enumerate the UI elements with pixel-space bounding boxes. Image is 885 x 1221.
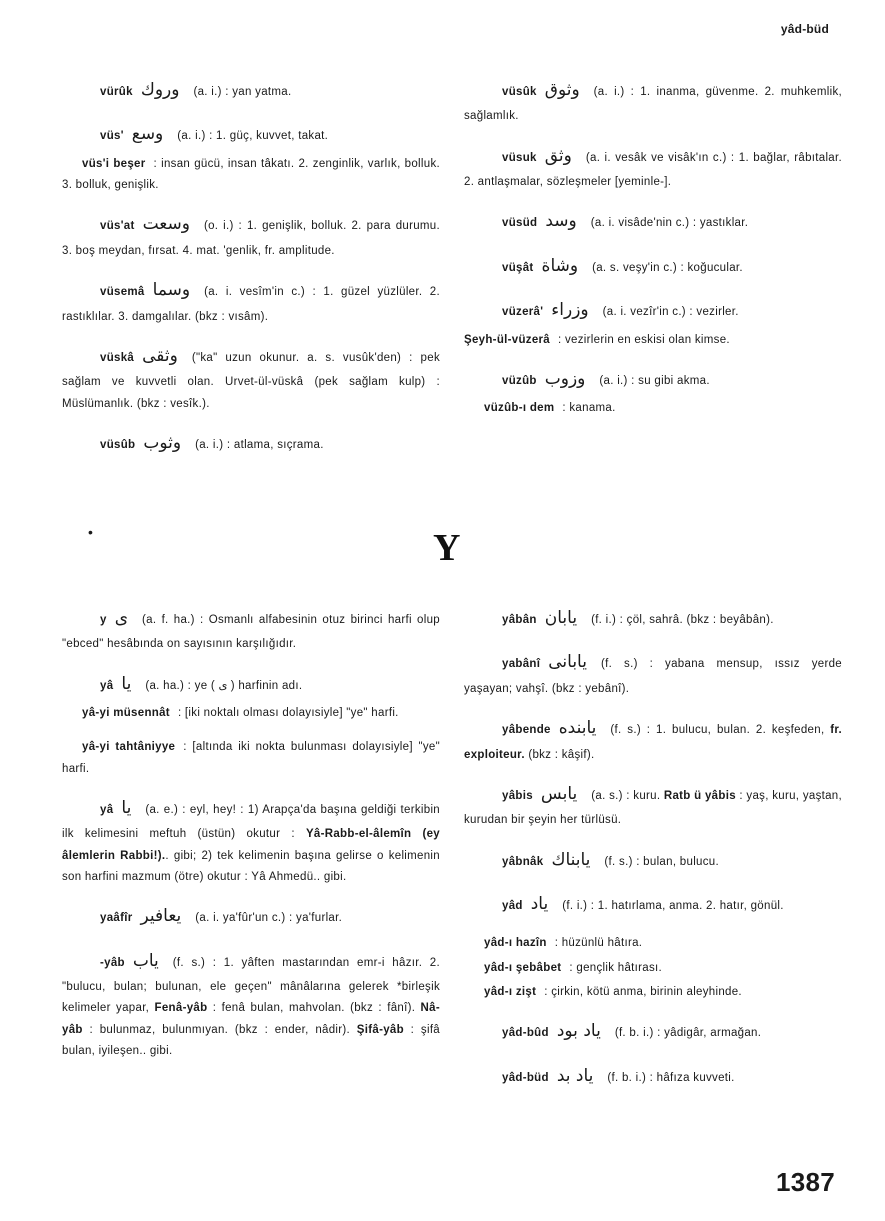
dictionary-entry <box>464 364 842 395</box>
dictionary-entry <box>464 713 842 766</box>
column-lower-right <box>464 603 842 1105</box>
dictionary-entry <box>62 119 440 150</box>
dictionary-entry <box>464 75 842 128</box>
headword: yaâfîr <box>100 912 133 925</box>
definition: : vezirlerin en eskisi olan kimse. <box>558 333 730 346</box>
headword: Şeyh-ül-vüzerâ <box>464 333 551 346</box>
definition: : yaş, kuru, yaştan, kurudan bir şeyin her türlüsü. <box>464 789 842 827</box>
definition: (f. i.) : çöl, sahrâ. (bkz : beyâbân). <box>591 614 774 626</box>
dictionary-entry <box>464 398 842 419</box>
definition: (f. b. i.) : hâfıza kuvveti. <box>607 1071 735 1084</box>
dictionary-entry <box>464 603 842 634</box>
arabic-script: ياد بود <box>556 1021 601 1042</box>
arabic-script: يا <box>121 673 132 694</box>
headword: yâbân <box>502 614 537 626</box>
headword: vüs'at <box>100 220 135 233</box>
dictionary-entry <box>62 901 440 932</box>
dictionary-entry <box>464 330 842 351</box>
column-lower-left <box>62 603 440 1075</box>
arabic-script: وسع <box>131 124 164 145</box>
definition: (bkz : kâşif). <box>528 748 595 761</box>
dictionary-entry <box>62 946 440 1063</box>
arabic-script: وروك <box>140 80 180 100</box>
arabic-script: وزوب <box>544 368 586 389</box>
dictionary-entry <box>464 141 842 194</box>
headword: yâ <box>100 803 114 816</box>
definition: : hüzünlü hâtıra. <box>554 937 643 950</box>
dictionary-entry <box>464 845 842 876</box>
dictionary-entry <box>464 779 842 832</box>
dictionary-entry <box>62 275 440 328</box>
definition: : çirkin, kötü anma, birinin aleyhinde. <box>544 985 742 998</box>
arabic-script: يابناك <box>551 849 591 870</box>
column-upper-left <box>62 75 440 472</box>
headword: yâd-ı zişt <box>484 985 537 998</box>
arabic-script: يا <box>121 797 132 818</box>
dictionary-entry <box>62 793 440 888</box>
arabic-script: يعافير <box>140 906 182 927</box>
definition: (f. b. i.) : yâdigâr, armağan. <box>614 1027 762 1040</box>
headword: vüsemâ <box>100 286 145 299</box>
definition: (a. i. vezîr'in c.) : vezirler. <box>602 306 739 319</box>
dictionary-entry <box>464 982 842 1003</box>
dictionary-entry <box>464 295 842 326</box>
headword: yâd-ı şebâbet <box>484 961 562 974</box>
dictionary-entry <box>464 251 842 282</box>
definition: (o. i.) : 1. genişlik, bolluk. 2. para durumu. 3. boş meydan, fırsat. 4. mat. 'genlik, fr. amplitude. <box>62 220 440 257</box>
definition: (a. i.) : 1. güç, kuvvet, takat. <box>177 130 329 143</box>
definition: (f. s.) : bulan, bulucu. <box>604 855 719 868</box>
dictionary-entry <box>464 647 842 700</box>
headword: vüs' <box>100 130 124 143</box>
dictionary-entry <box>464 933 842 954</box>
arabic-script: ى <box>114 608 129 628</box>
column-upper-right <box>464 75 842 433</box>
example-word: Şifâ-yâb <box>356 1023 404 1036</box>
definition: (a. s.) : kuru. <box>591 789 661 802</box>
example-definition: : fenâ bulan, mahvolan. (bkz : fânî). <box>212 1002 416 1015</box>
arabic-script: وثوب <box>143 432 182 453</box>
headword: y <box>100 614 107 626</box>
definition: (a. i.) : atlama, sıçrama. <box>195 438 324 451</box>
definition: : gençlik hâtırası. <box>569 961 663 974</box>
dictionary-entry <box>62 703 440 724</box>
headword: yâ-yi tahtâniyye <box>82 741 176 754</box>
headword: yâ <box>100 679 114 692</box>
dictionary-entry <box>62 669 440 700</box>
definition: (a. e.) : eyl, hey! : 1) Arapça'da başına geldiği terkibin ilk kelimesini meftuh (üstün) okutur : <box>62 803 440 841</box>
definition: (a. i. vesîm'in c.) : 1. güzel yüzlüler. 2. rastıklılar. 3. damgalılar. (bkz : vısâm). <box>62 286 440 323</box>
dictionary-entry <box>62 428 440 459</box>
arabic-script: وسما <box>152 280 191 301</box>
definition: (f. i.) : 1. hatırlama, anma. 2. hatır, gönül. <box>562 899 784 912</box>
headword: yâ-yi müsennât <box>82 707 170 720</box>
definition: (a. i.) : 1. inanma, güvenme. 2. muhkemlik, sağlamlık. <box>464 86 842 123</box>
definition: ("ka" uzun okunur. a. s. vusûk'den) : pek sağlam ve kuvvetli olan. Urvet-ül-vüskâ (pek sağlam kulp) : Müslümanlık. (bkz : vesîk.). <box>62 351 440 410</box>
headword: vüzûb-ı dem <box>484 402 555 415</box>
headword: yâbende <box>502 724 551 737</box>
definition: (f. s.) : 1. yâften mastarından emr-i hâzır. 2. "bulucu, bulan; bulunan, ele geçen" mânâlarına gelerek *birleşik kelimeler yapar, <box>62 956 440 1015</box>
arabic-script: يابنده <box>558 718 597 739</box>
example-definition: : şifâ bulan, iyileşen.. gibi. <box>62 1023 441 1057</box>
dictionary-entry <box>464 206 842 237</box>
example-definition: : bulunmaz, bulunmıyan. (bkz : ender, nâdir). <box>89 1023 351 1036</box>
definition: (a. s. veşy'in c.) : koğucular. <box>592 261 743 274</box>
headword: vüsûb <box>100 438 136 451</box>
headword: vürûk <box>100 86 133 98</box>
dictionary-entry <box>464 889 842 920</box>
headword: yâd-bûd <box>502 1027 549 1040</box>
arabic-script: وزراء <box>551 300 589 321</box>
definition: : [altında iki nokta bulunması dolayısiyle] "ye" harfi. <box>62 741 440 775</box>
dictionary-entry <box>62 75 440 106</box>
definition: (f. s.) : yabana mensup, ıssız yerde yaşayan; vahşî. (bkz : yebânî). <box>464 658 842 695</box>
definition: (a. i.) : yan yatma. <box>193 86 292 98</box>
arabic-script: وسعت <box>142 214 190 235</box>
definition: (a. f. ha.) : Osmanlı alfabesinin otuz birinci harfi olup "ebced" hesâbında on sayısının karşılığıdır. <box>62 614 440 651</box>
headword: vüskâ <box>100 351 135 364</box>
french-equivalent: fr. exploiteur. <box>464 724 842 761</box>
dictionary-entry <box>62 737 440 780</box>
headword: yâbnâk <box>502 855 544 868</box>
definition: (a. ha.) : ye ( ى ) harfinin adı. <box>145 679 303 692</box>
headword: vüzerâ' <box>502 306 544 319</box>
dictionary-entry <box>464 1061 842 1092</box>
page-header: yâd-büd <box>780 22 829 36</box>
arabic-script: ياب <box>132 950 159 971</box>
definition: : insan gücü, insan tâkatı. 2. zenginlik, varlık, bolluk. 3. bolluk, genişlik. <box>62 157 440 192</box>
example-phrase: Ratb ü yâbis <box>663 789 736 802</box>
definition: (a. i. vesâk ve visâk'ın c.) : 1. bağlar, râbıtalar. 2. antlaşmalar, sözleşmeler [yeminle-]. <box>464 151 842 189</box>
example-word: Fenâ-yâb <box>154 1002 208 1015</box>
dictionary-entry <box>62 603 440 656</box>
example-word: Nâ-yâb <box>62 1002 440 1036</box>
headword: yâd <box>502 899 523 912</box>
dictionary-entry <box>464 1016 842 1047</box>
arabic-script: وثوق <box>544 80 580 100</box>
dictionary-entry <box>62 341 440 415</box>
definition: (a. i. visâde'nin c.) : yastıklar. <box>590 217 749 230</box>
dictionary-entry <box>464 958 842 979</box>
headword: vüşât <box>502 261 534 274</box>
arabic-script: ياد <box>530 893 549 914</box>
definition: (f. s.) : 1. bulucu, bulan. 2. keşfeden, <box>610 724 825 737</box>
definition: (a. i.) : su gibi akma. <box>599 374 710 387</box>
definition: . gibi; 2) tek kelimenin başına gelirse o kelimenin son harfini mazmum (ötre) okutur : Yâ Ahmedü.. gibi. <box>62 849 440 883</box>
stray-mark: • <box>88 524 94 540</box>
definition: (a. i. ya'fûr'un c.) : ya'furlar. <box>195 912 343 925</box>
example-phrase: Yâ-Rabb-el-âlemîn (ey âlemlerin Rabbi!). <box>62 828 440 862</box>
arabic-script: وثق <box>544 145 572 166</box>
arabic-script: يابان <box>544 608 578 628</box>
headword: yâbis <box>502 789 533 802</box>
arabic-script: ياد بد <box>556 1065 594 1086</box>
headword: yâd-ı hazîn <box>484 937 547 950</box>
definition: : [iki noktalı olması dolayısiyle] "ye" harfi. <box>177 707 399 720</box>
arabic-script: وشاة <box>541 255 579 276</box>
headword: vüs'i beşer <box>82 157 146 170</box>
page-number: 1387 <box>775 1167 835 1197</box>
headword: vüsûk <box>502 86 537 98</box>
dictionary-entry <box>62 209 440 262</box>
arabic-script: يابس <box>540 783 578 804</box>
definition: : kanama. <box>562 402 616 415</box>
headword: vüzûb <box>502 374 537 387</box>
headword: vüsuk <box>502 151 537 164</box>
arabic-script: يابانى <box>548 652 587 673</box>
headword: yabânî <box>502 658 541 671</box>
section-letter: Y <box>433 527 458 569</box>
headword: vüsüd <box>502 217 538 230</box>
arabic-script: وثقى <box>142 345 178 366</box>
dictionary-entry <box>62 154 440 197</box>
arabic-script: وسد <box>545 211 577 232</box>
headword: yâd-büd <box>502 1071 549 1084</box>
headword: -yâb <box>100 956 125 969</box>
